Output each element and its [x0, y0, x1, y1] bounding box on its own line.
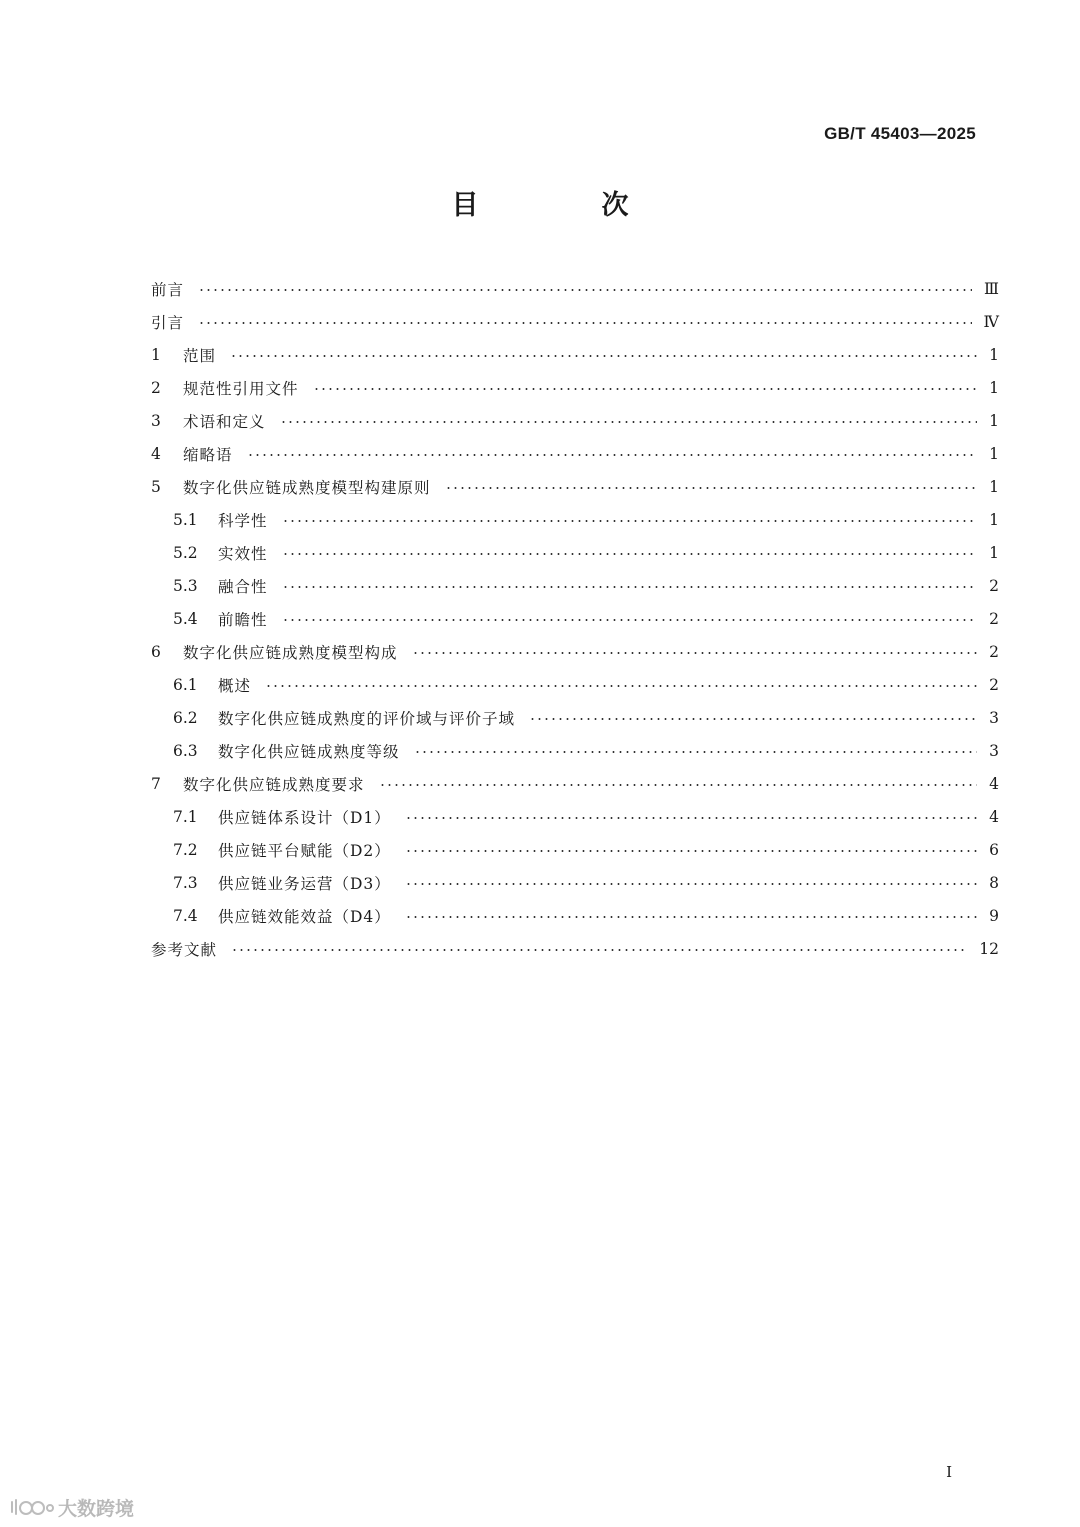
toc-label: 引言: [151, 313, 185, 332]
dot-leader: [247, 454, 977, 456]
dot-leader: [198, 289, 972, 291]
dot-leader: [405, 916, 977, 918]
toc-label: 供应链业务运营（D3）: [218, 874, 391, 893]
dot-leader: [405, 850, 977, 852]
toc-page: Ⅲ: [984, 279, 999, 298]
toc-label: 参考文献: [151, 940, 218, 959]
toc-label: 规范性引用文件: [183, 379, 299, 398]
toc-number: 6.2: [173, 708, 198, 727]
toc-number: 5.1: [173, 510, 198, 529]
toc-entry[interactable]: [151, 767, 999, 800]
dot-leader: [198, 322, 971, 324]
toc-page: 2: [989, 576, 999, 595]
toc-entry[interactable]: [151, 635, 999, 668]
toc-label: 数字化供应链成熟度模型构建原则: [183, 478, 431, 497]
toc-label: 数字化供应链成熟度的评价域与评价子域: [218, 709, 516, 728]
toc-page: 1: [989, 345, 999, 364]
toc-number: 6.1: [173, 675, 198, 694]
toc-number: 7: [151, 774, 161, 793]
toc-number: 1: [151, 345, 161, 364]
page-number: Ⅰ: [946, 1463, 952, 1481]
toc-page: 9: [989, 906, 999, 925]
toc-subentry[interactable]: [151, 800, 999, 833]
toc-page: 3: [989, 741, 999, 760]
dot-leader: [529, 718, 977, 720]
logo-icon: [10, 1498, 54, 1518]
toc-page: 1: [989, 444, 999, 463]
toc-label: 供应链平台赋能（D2）: [218, 841, 391, 860]
toc-subentry[interactable]: [151, 569, 999, 602]
toc-entry[interactable]: [151, 338, 999, 371]
toc-entry[interactable]: [151, 932, 999, 965]
dot-leader: [405, 883, 977, 885]
toc-number: 7.3: [173, 873, 198, 892]
toc-page: Ⅳ: [983, 312, 999, 331]
toc-entry[interactable]: [151, 437, 999, 470]
toc-page: 4: [989, 807, 999, 826]
toc-label: 缩略语: [183, 445, 233, 464]
toc-entry[interactable]: [151, 272, 999, 305]
toc-entry[interactable]: [151, 371, 999, 404]
toc-number: 7.4: [173, 906, 198, 925]
toc-page: 8: [989, 873, 999, 892]
toc-subentry[interactable]: [151, 701, 999, 734]
toc-label: 融合性: [218, 577, 268, 596]
dot-leader: [230, 355, 977, 357]
toc-page: 4: [989, 774, 999, 793]
toc-page: 1: [989, 378, 999, 397]
toc-number: 5.4: [173, 609, 198, 628]
page-title: 目 次: [451, 190, 677, 221]
toc-label: 数字化供应链成熟度模型构成: [183, 643, 398, 662]
toc-label: 概述: [218, 676, 252, 695]
toc-label: 供应链效能效益（D4）: [218, 907, 391, 926]
toc-label: 数字化供应链成熟度要求: [183, 775, 365, 794]
toc-number: 5.2: [173, 543, 198, 562]
toc-page: 2: [989, 675, 999, 694]
toc-subentry[interactable]: [151, 503, 999, 536]
toc-label: 实效性: [218, 544, 268, 563]
toc-label: 供应链体系设计（D1）: [218, 808, 391, 827]
toc-label: 术语和定义: [183, 412, 266, 431]
toc-label: 前言: [151, 280, 185, 299]
toc-page: 3: [989, 708, 999, 727]
toc-subentry[interactable]: [151, 899, 999, 932]
toc-page: 2: [989, 642, 999, 661]
dot-leader: [265, 685, 977, 687]
dot-leader: [414, 751, 977, 753]
toc-page: 1: [989, 510, 999, 529]
toc-number: 5.3: [173, 576, 198, 595]
toc-subentry[interactable]: [151, 866, 999, 899]
toc-subentry[interactable]: [151, 602, 999, 635]
toc-number: 6.3: [173, 741, 198, 760]
toc-number: 2: [151, 378, 161, 397]
toc-subentry[interactable]: [151, 536, 999, 569]
dot-leader: [412, 652, 977, 654]
toc-entry[interactable]: [151, 305, 999, 338]
toc-entry[interactable]: [151, 470, 999, 503]
toc-label: 范围: [183, 346, 217, 365]
toc-page: 1: [989, 477, 999, 496]
toc-subentry[interactable]: [151, 668, 999, 701]
table-of-contents: [151, 272, 999, 965]
standard-code: GB/T 45403—2025: [824, 124, 976, 143]
toc-entry[interactable]: [151, 404, 999, 437]
toc-label: 科学性: [218, 511, 268, 530]
dot-leader: [379, 784, 977, 786]
toc-page: 1: [989, 411, 999, 430]
dot-leader: [282, 586, 977, 588]
dot-leader: [313, 388, 977, 390]
dot-leader: [445, 487, 977, 489]
toc-number: 4: [151, 444, 161, 463]
toc-label: 数字化供应链成熟度等级: [218, 742, 400, 761]
dot-leader: [282, 619, 977, 621]
toc-label: 前瞻性: [218, 610, 268, 629]
toc-number: 7.1: [173, 807, 198, 826]
toc-number: 5: [151, 477, 161, 496]
watermark: [10, 1494, 134, 1521]
toc-page: 1: [989, 543, 999, 562]
dot-leader: [280, 421, 977, 423]
dot-leader: [405, 817, 977, 819]
dot-leader: [282, 520, 977, 522]
toc-page: 6: [989, 840, 999, 859]
toc-number: 3: [151, 411, 161, 430]
toc-number: 7.2: [173, 840, 198, 859]
dot-leader: [231, 949, 967, 951]
toc-page: 12: [979, 939, 999, 958]
toc-subentry[interactable]: [151, 734, 999, 767]
toc-page: 2: [989, 609, 999, 628]
watermark-text: 大数跨境: [58, 1498, 135, 1520]
toc-number: 6: [151, 642, 161, 661]
dot-leader: [282, 553, 977, 555]
toc-subentry[interactable]: [151, 833, 999, 866]
